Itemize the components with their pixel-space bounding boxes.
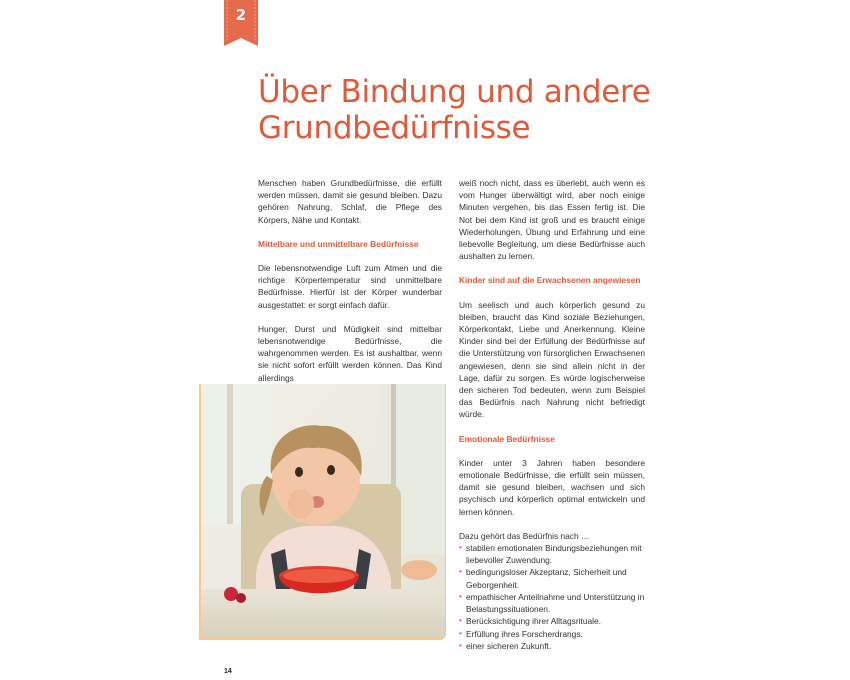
paragraph: Um seelisch und auch körperlich gesund zu bleiben, braucht das Kind soziale Beziehungen, Körperkontakt, Liebe und Anerkennung. Kleine Kinder sind bei der Erfüllung der Bedürfnisse auf die Unterstützung von fürsorglichen Erwachsenen angewiesen, denn sie sind allein nicht in der Lage, dafür zu sorgen. Es würde logischerweise den sicheren Tod bedeuten, wenn zum Beispiel das Bedürfnis nach Nahrung nicht befriedigt würde. [459,299,645,420]
paragraph: Die lebensnotwendige Luft zum Atmen und die richtige Körpertemperatur sind unmittelbare Bedürfnisse. Hierfür ist der Körper wunderbar ausgestattet: er sorgt einfach dafür. [258,263,442,310]
list-item: • Erfüllung ihres Forscherdrangs. [459,628,645,640]
paragraph: weiß noch nicht, dass es überlebt, auch wenn es vom Hunger überwältigt wird, aber noch einige Minuten vergehen, bis das Essen fertig ist. Die Not bei dem Kind ist groß und es braucht einige Wiederholungen, Übung und Erfahrung und eine liebevolle Begleitung, um diese Bedürfnisse auch aushalten zu lernen. [459,178,645,262]
chapter-tab [224,0,258,46]
title-line-2: Grundbedürfnisse [258,110,531,146]
page-title [258,74,678,146]
chapter-number: 2 [235,6,247,24]
list-item: • empathischer Anteilnahme und Unterstützung in Belastungssituationen. [459,591,645,615]
section-heading: Emotionale Bedürfnisse [459,433,555,444]
needs-list [459,542,645,652]
paragraph: Kinder unter 3 Jahren haben besondere emotionale Bedürfnisse, die erfüllt sein müssen, damit sie gesund bleiben, wachsen und sich psychisch und körperlich optimal entwickeln und lernen können. [459,457,645,517]
page-number: 14 [224,668,232,675]
list-item: • Berücksichtigung ihrer Alltagsrituale. [459,615,645,627]
right-column [459,177,645,652]
section-heading: Mittelbare und unmittelbare Bedürfnisse [258,238,419,249]
paragraph: Dazu gehört das Bedürfnis nach … [459,530,590,541]
child-eating-photo [201,384,445,638]
list-item: • einer sicheren Zukunft. [459,640,645,652]
paragraph: Hunger, Durst und Müdigkeit sind mittelbar lebensnotwendige Bedürfnisse, die wahrgenommen werden. Es ist aushaltbar, wenn sie nicht sofort erfüllt werden können. Das Kind allerdings [258,323,442,383]
paragraph: Menschen haben Grundbedürfnisse, die erfüllt werden müssen, damit sie gesund bleiben. Dazu gehören Nahrung, Schlaf, die Pflege des Körpers, Nähe und Kontakt. [258,178,442,225]
list-item: • bedingungsloser Akzeptanz, Sicherheit und Geborgenheit. [459,566,645,590]
left-column [258,177,442,396]
title-line-1: Über Bindung und andere [258,74,651,110]
section-heading: Kinder sind auf die Erwachsenen angewiesen [459,275,641,286]
list-item: • stabilen emotionalen Bindungsbeziehungen mit liebevoller Zuwendung. [459,542,645,566]
child-eating-illustration [201,384,445,638]
